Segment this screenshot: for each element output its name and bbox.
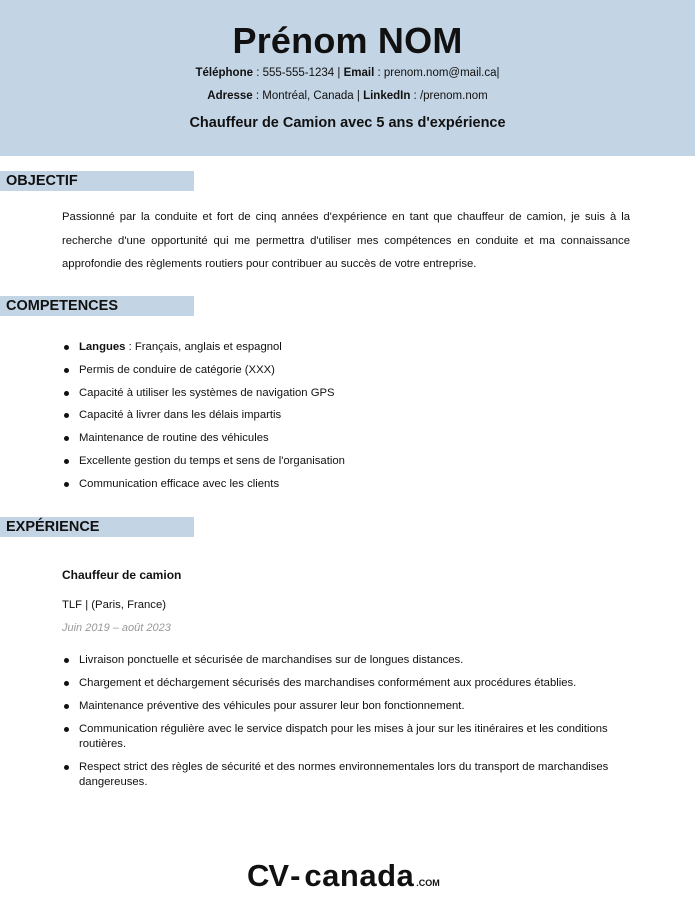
section-title-experience: EXPÉRIENCE bbox=[0, 517, 194, 537]
candidate-name: Prénom NOM bbox=[232, 20, 463, 61]
linkedin-label: LinkedIn bbox=[363, 90, 411, 102]
duty-item: Maintenance préventive des véhicules pour assurer leur bon fonctionnement. bbox=[62, 699, 632, 714]
logo-dash: - bbox=[290, 858, 301, 893]
duty-item: Chargement et déchargement sécurisés des marchandises conformément aux procédures établies. bbox=[62, 676, 632, 691]
email-value: : prenom.nom@mail.ca| bbox=[374, 67, 500, 79]
logo-cv: CV bbox=[247, 858, 289, 893]
skill-item: Excellente gestion du temps et sens de l'organisation bbox=[62, 454, 345, 477]
skill-item: Communication efficace avec les clients bbox=[62, 477, 345, 500]
skills-list bbox=[62, 340, 345, 500]
resume-headline: Chauffeur de Camion avec 5 ans d'expérience bbox=[189, 115, 506, 131]
contact-line-2 bbox=[0, 90, 695, 102]
job-dates: Juin 2019 – août 2023 bbox=[62, 622, 171, 634]
job-company: TLF | (Paris, France) bbox=[62, 599, 166, 611]
address-label: Adresse bbox=[207, 90, 253, 102]
address-value: : Montréal, Canada | bbox=[252, 90, 364, 102]
skill-item: Capacité à utiliser les systèmes de navigation GPS bbox=[62, 386, 345, 409]
resume-header bbox=[0, 0, 695, 156]
job-title: Chauffeur de camion bbox=[62, 568, 182, 582]
skill-languages-label: Langues bbox=[79, 341, 126, 353]
skill-item: Maintenance de routine des véhicules bbox=[62, 431, 345, 454]
duty-item: Respect strict des règles de sécurité et des normes environnementales lors du transport de marchandises dangereuses. bbox=[62, 760, 632, 790]
phone-value: : 555-555-1234 | bbox=[253, 67, 344, 79]
skill-item: Permis de conduire de catégorie (XXX) bbox=[62, 363, 345, 386]
section-title-skills: COMPETENCES bbox=[0, 296, 194, 316]
objective-text: Passionné par la conduite et fort de cinq années d'expérience en tant que chauffeur de camion, je suis à la recherche d'une opportunité qui me permettra d'utiliser mes compétences en conduite et ma connaissance approfondie des règlements routiers pour contribuer au succès de votre entreprise. bbox=[62, 211, 630, 270]
phone-label: Téléphone bbox=[195, 67, 253, 79]
logo-dotcom: .COM bbox=[416, 878, 440, 888]
section-title-objective: OBJECTIF bbox=[0, 171, 194, 191]
duty-item: Communication régulière avec le service dispatch pour les mises à jour sur les itinéraires et les conditions routières. bbox=[62, 722, 632, 752]
duties-list bbox=[62, 653, 632, 798]
duty-item: Livraison ponctuelle et sécurisée de marchandises sur de longues distances. bbox=[62, 653, 632, 668]
contact-line-1 bbox=[0, 67, 695, 79]
skill-item bbox=[62, 340, 345, 363]
logo-canada: canada bbox=[304, 858, 415, 893]
skill-item: Capacité à livrer dans les délais impartis bbox=[62, 408, 345, 431]
cv-canada-logo bbox=[247, 858, 440, 898]
email-label: Email bbox=[343, 67, 375, 79]
skill-languages-value: : Français, anglais et espagnol bbox=[125, 341, 282, 353]
linkedin-value: : /prenom.nom bbox=[410, 90, 488, 102]
